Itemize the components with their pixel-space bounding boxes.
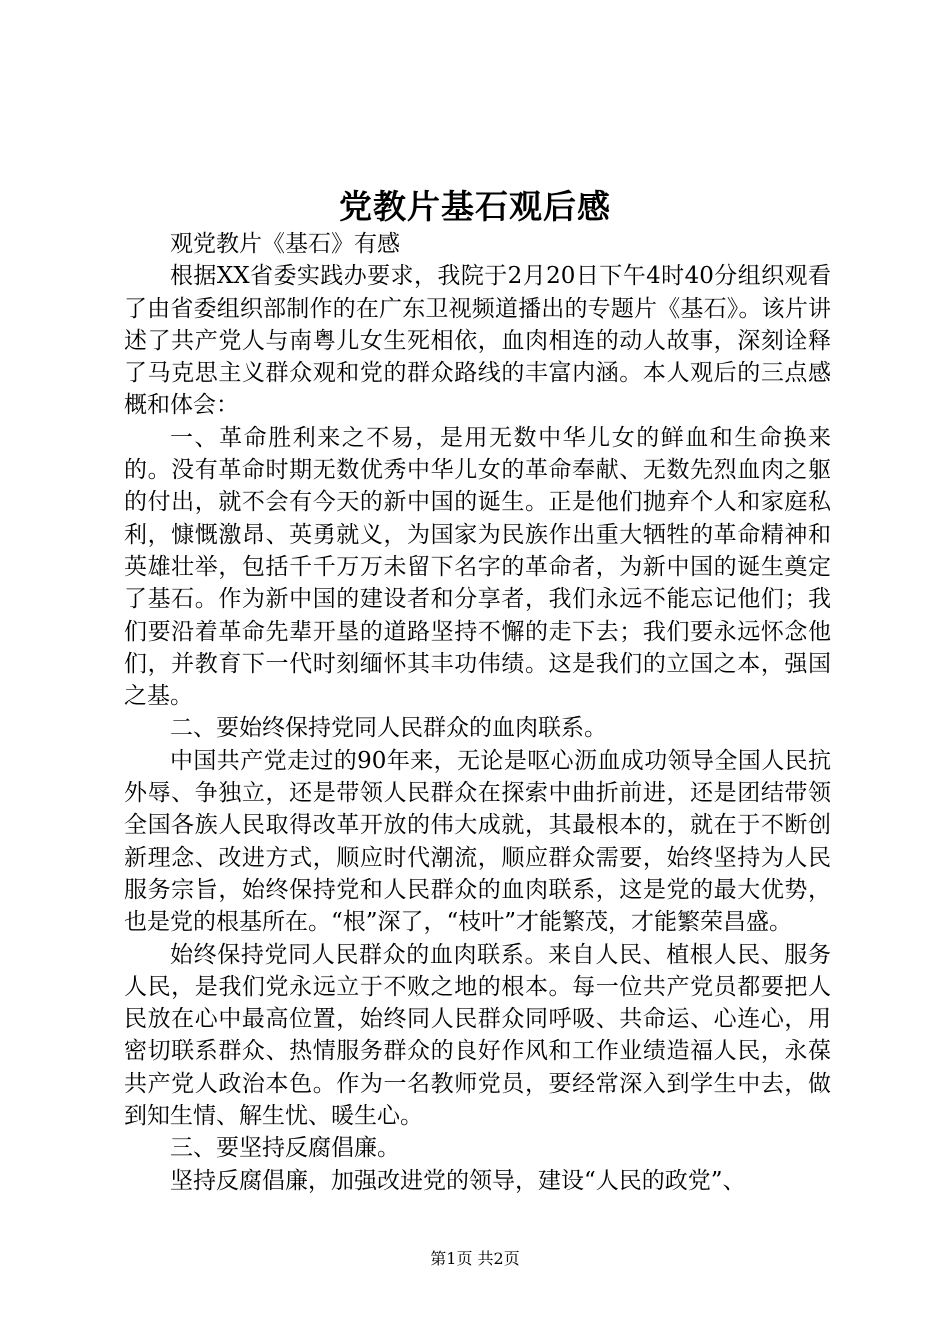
intro-paragraph: 根据XX省委实践办要求，我院于2月20日下午4时40分组织观看了由省委组织部制作的在广东卫视频道播出的专题片《基石》。该片讲述了共产党人与南粤儿女生死相依，血肉相连的动人故事，深刻诠释了马克思主义群众观和党的群众路线的丰富内涵。本人观后的三点感概和体会： — [124, 263, 831, 419]
point-two-paragraph-continued: 始终保持党同人民群众的血肉联系。来自人民、植根人民、服务人民，是我们党永远立于不败之地的根本。每一位共产党员都要把人民放在心中最高位置，始终同人民群众同呼吸、共命运、心连心，用密切联系群众、热情服务群众的良好作风和工作业绩造福人民，永葆共产党人政治本色。作为一名教师党员，要经常深入到学生中去，做到知生情、解生忧、暖生心。 — [124, 941, 831, 1130]
subtitle-paragraph: 观党教片《基石》有感 — [170, 231, 400, 257]
point-three-heading: 三、要坚持反腐倡廉。 — [170, 1135, 400, 1162]
document-title: 党教片基石观后感 — [339, 187, 611, 226]
page-number-footer: 第1页 共2页 — [430, 1249, 520, 1268]
point-one-paragraph: 一、革命胜利来之不易，是用无数中华儿女的鲜血和生命换来的。没有革命时期无数优秀中华儿女的革命奉献、无数先烈血肉之躯的付出，就不会有今天的新中国的诞生。正是他们抛弃个人和家庭私利，慷慨激昂、英勇就义，为国家为民族作出重大牺牲的革命精神和英雄壮举，包括千千万万未留下名字的革命者，为新中国的诞生奠定了基石。作为新中国的建设者和分享者，我们永远不能忘记他们；我们要沿着革命先辈开垦的道路坚持不懈的走下去；我们要永远怀念他们，并教育下一代时刻缅怀其丰功伟绩。这是我们的立国之本，强国之基。 — [124, 424, 831, 710]
document-body — [124, 228, 831, 1197]
point-two-paragraph: 中国共产党走过的90年来，无论是呕心沥血成功领导全国人民抗外辱、争独立，还是带领人民群众在探索中曲折前进，还是团结带领全国各族人民取得改革开放的伟大成就，其最根本的，就在于不断创新理念、改进方式，顺应时代潮流，顺应群众需要，始终坚持为人民服务宗旨，始终保持党和人民群众的血肉联系，这是党的最大优势，也是党的根基所在。“根”深了，“枝叶”才能繁茂，才能繁荣昌盛。 — [124, 747, 831, 936]
point-three-paragraph: 坚持反腐倡廉，加强改进党的领导，建设“人民的政党”、 — [170, 1167, 746, 1194]
point-two-heading: 二、要始终保持党同人民群众的血肉联系。 — [170, 715, 607, 742]
